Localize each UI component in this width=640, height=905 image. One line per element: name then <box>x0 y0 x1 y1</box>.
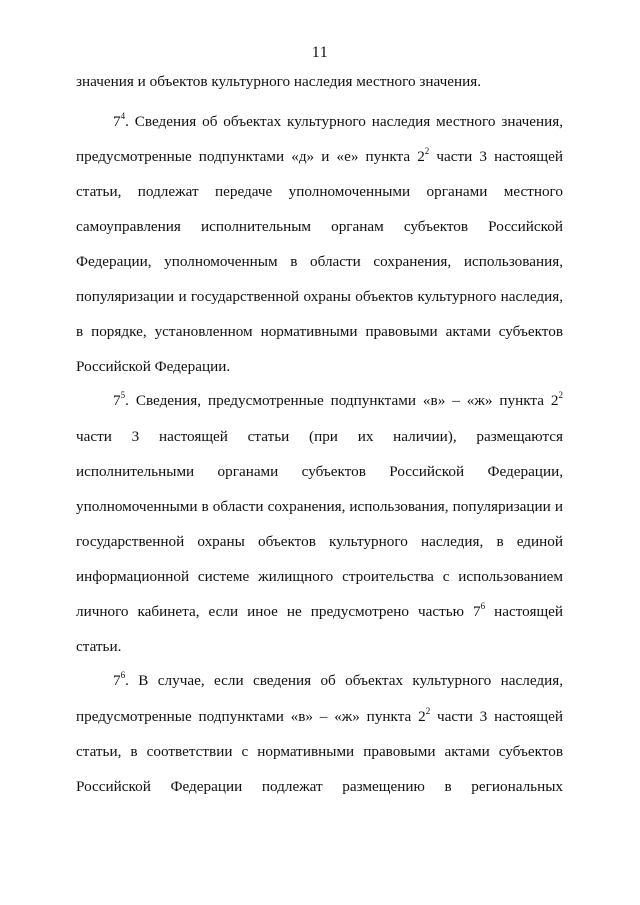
superscript: 5 <box>120 389 126 400</box>
text-fragment: исполнительными органами субъектов Российской Федерации, <box>76 463 563 480</box>
text-fragment: статьи, подлежат передаче уполномоченными органами местного <box>76 183 563 200</box>
text-line <box>76 498 563 516</box>
text-line <box>113 389 563 410</box>
text-fragment: части 3 настоящей статьи (при их наличии), размещаются <box>76 428 563 445</box>
page-number: 11 <box>311 44 329 61</box>
text-fragment: предусмотренные подпунктами «д» и «е» пункта 2 <box>76 148 425 165</box>
text-fragment: Российской Федерации. <box>76 358 231 375</box>
text-line <box>76 533 563 551</box>
text-fragment: части 3 настоящей <box>430 708 563 725</box>
text-fragment: Федерации, уполномоченным в области сохранения, использования, <box>76 253 563 270</box>
text-line <box>76 145 563 166</box>
text-fragment: 7 <box>113 113 121 130</box>
text-fragment: статьи. <box>76 638 122 655</box>
superscript: 6 <box>480 600 486 611</box>
text-fragment: самоуправления исполнительным органам субъектов Российской <box>76 218 563 235</box>
text-fragment: 7 <box>113 392 121 409</box>
text-fragment: . В случае, если сведения об объектах культурного наследия, <box>125 672 563 689</box>
text-fragment: уполномоченными в области сохранения, использования, популяризации и <box>76 498 563 515</box>
superscript: 2 <box>558 389 563 400</box>
text-line <box>76 638 563 656</box>
text-line <box>76 600 564 621</box>
text-fragment: настоящей <box>485 603 564 620</box>
text-fragment: части 3 настоящей <box>429 148 563 165</box>
text-line <box>76 568 563 586</box>
text-fragment: значения и объектов культурного наследия местного значения. <box>76 73 482 90</box>
text-line <box>76 705 563 726</box>
text-line <box>76 288 563 306</box>
text-line <box>113 669 563 690</box>
text-fragment: предусмотренные подпунктами «в» – «ж» пункта 2 <box>76 708 426 725</box>
text-line <box>76 428 563 446</box>
text-line <box>76 463 563 481</box>
text-fragment: статьи, в соответствии с нормативными правовыми актами субъектов <box>76 743 563 760</box>
text-line <box>76 253 563 271</box>
text-line <box>76 218 563 236</box>
text-fragment: . Сведения, предусмотренные подпунктами «в» – «ж» пункта 2 <box>125 392 559 409</box>
text-line <box>76 183 563 201</box>
text-fragment: 7 <box>113 672 121 689</box>
text-fragment: информационной системе жилищного строительства с использованием <box>76 568 563 585</box>
text-line <box>76 358 563 376</box>
text-fragment: популяризации и государственной охраны объектов культурного наследия, <box>76 288 563 305</box>
text-line <box>76 73 563 91</box>
text-fragment: личного кабинета, если иное не предусмотрено частью 7 <box>76 603 481 620</box>
text-line <box>76 323 563 341</box>
superscript: 6 <box>120 669 126 680</box>
text-fragment: в порядке, установленном нормативными правовыми актами субъектов <box>76 323 563 340</box>
text-line <box>113 110 563 131</box>
superscript: 2 <box>425 705 431 716</box>
text-fragment: . Сведения об объектах культурного наследия местного значения, <box>125 113 563 130</box>
text-fragment: государственной охраны объектов культурного наследия, в единой <box>76 533 563 550</box>
superscript: 2 <box>424 145 430 156</box>
text-line <box>76 778 563 796</box>
text-fragment: Российской Федерации подлежат размещению в региональных <box>76 778 563 795</box>
text-line <box>76 743 563 761</box>
superscript: 4 <box>120 110 126 121</box>
